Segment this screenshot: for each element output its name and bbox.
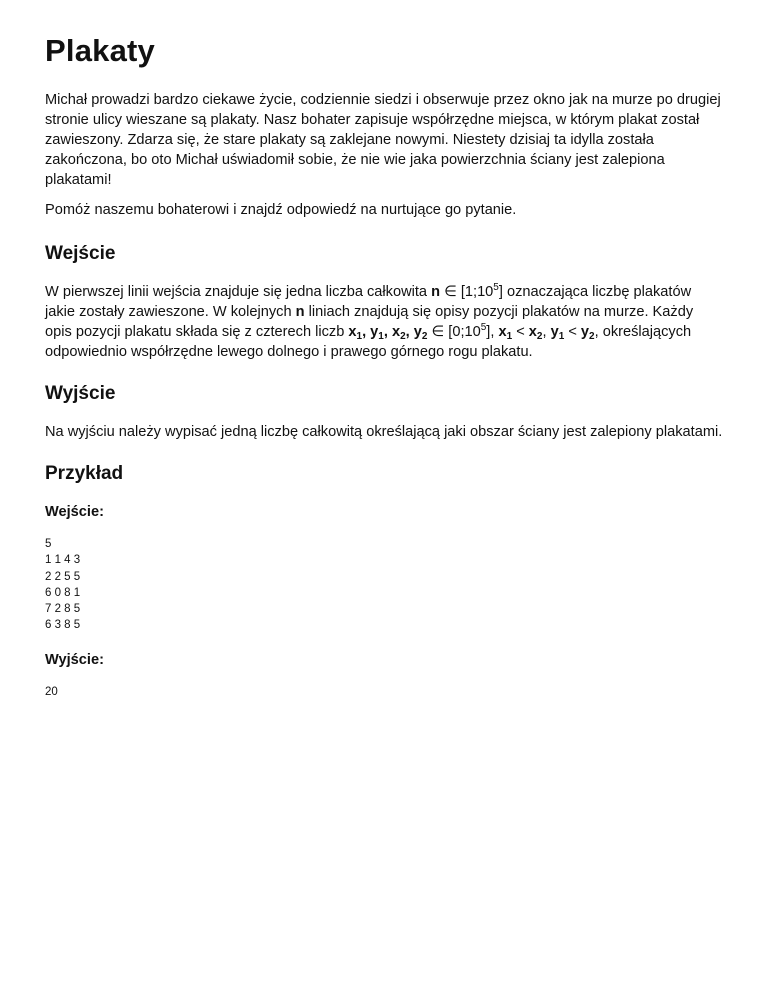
separator: ,: [405, 324, 414, 340]
var-subscript: 2: [536, 331, 543, 342]
text-run: W pierwszej linii wejścia znajduje się jedna liczba całkowita: [45, 284, 432, 300]
var-n: n: [295, 304, 305, 320]
var-subscript: 2: [589, 331, 595, 342]
example-input-line: 2 2 5 5: [45, 570, 81, 583]
exponent: 5: [480, 322, 487, 333]
intro-paragraph: Michał prowadzi bardzo ciekawe życie, codziennie siedzi i obserwuje przez okno jak na murze po drugiej stronie ulicy wieszane są plakaty. Nasz bohater zapisuje współrzędne miejsca, w którym plakat został zawieszony. Zdarza się, że stare plakaty są zaklejane nowymi. Niestety dzisiaj ta idylla została zakończona, bo oto Michał uświadomił sobie, że nie wie jaka powierzchnia ściany jest zalepiona plakatami!: [45, 92, 721, 188]
example-input-line: 6 0 8 1: [45, 586, 81, 599]
less-than: <: [512, 324, 529, 340]
text-run: ] oznaczająca liczbę plakatów jakie zostały zawieszone. W kolejnych: [45, 284, 692, 320]
var-letter: x: [528, 324, 537, 340]
var-subscript: 2: [400, 331, 406, 342]
var-y1: [551, 324, 565, 340]
example-input-line: 5: [45, 538, 52, 550]
page-title: Plakaty: [45, 33, 155, 68]
var-letter: x: [391, 324, 401, 340]
example-input-line: 6 3 8 5: [45, 619, 81, 632]
example-heading: Przykład: [45, 463, 124, 484]
output-heading: Wyjście: [45, 383, 116, 404]
var-x2: [392, 324, 406, 340]
separator: ,: [542, 324, 551, 340]
example-input-line: 7 2 8 5: [45, 603, 81, 616]
var-subscript: 1: [378, 331, 384, 342]
example-output-line: 20: [45, 685, 58, 698]
text-run: ∈ [1;10: [440, 284, 494, 300]
separator: ,: [362, 324, 371, 340]
less-than: <: [564, 324, 581, 340]
exponent: 5: [493, 282, 499, 293]
text-run: ],: [486, 324, 499, 340]
var-subscript: 1: [356, 331, 363, 342]
var-y2: [414, 324, 428, 340]
example-input-block: [45, 536, 723, 634]
output-description: Na wyjściu należy wypisać jedną liczbę całkowitą określającą jaki obszar ściany jest zalepiony plakatami.: [45, 424, 723, 440]
help-paragraph: Pomóż naszemu bohaterowi i znajdź odpowiedź na nurtujące go pytanie.: [45, 202, 517, 218]
var-y1: [370, 324, 384, 340]
text-run: liniach znajdują się opisy pozycji plakatów na murze. Każdy opis pozycji plakatu składa się z czterech liczb: [45, 304, 694, 340]
text-run: ∈ [0;10: [427, 324, 481, 340]
var-x1: [348, 324, 362, 340]
var-letter: y: [550, 324, 559, 340]
var-subscript: 1: [558, 331, 565, 342]
example-input-label: Wejście:: [45, 504, 104, 520]
input-heading: Wejście: [45, 243, 116, 264]
var-letter: y: [413, 324, 422, 340]
var-subscript: 1: [506, 331, 513, 342]
var-letter: x: [348, 324, 357, 340]
example-output-label: Wyjście:: [45, 651, 104, 668]
text-run: , określających odpowiednio współrzędne lewego dolnego i prawego górnego rogu plakatu.: [45, 324, 692, 360]
var-n: n: [431, 284, 441, 300]
var-letter: y: [370, 324, 379, 340]
example-output-block: [45, 684, 723, 700]
example-input-line: 1 1 4 3: [45, 554, 81, 567]
var-x1: [498, 324, 512, 340]
input-description: [45, 282, 723, 362]
var-x2: [529, 324, 543, 340]
var-letter: y: [580, 324, 590, 340]
var-letter: x: [498, 324, 507, 340]
var-subscript: 2: [421, 331, 428, 342]
separator: ,: [383, 324, 392, 340]
var-y2: [581, 324, 595, 340]
